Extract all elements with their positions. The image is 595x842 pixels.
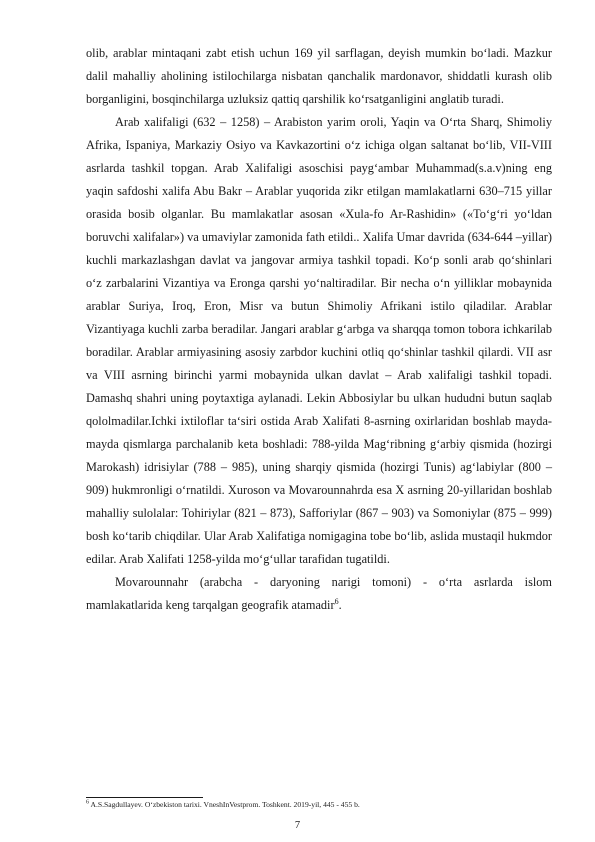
paragraph-movarounnahr <box>86 571 552 617</box>
footnote-reference[interactable]: 6 <box>334 596 339 606</box>
page-body <box>86 42 552 617</box>
footnote-separator <box>86 797 203 798</box>
paragraph-continuation: olib, arablar mintaqani zabt etish uchun 169 yil sarflagan, deyish mumkin bo‘ladi. Mazkur dalil mahalliy aholining istilochilarga nisbatan qanchalik mardonavor, shiddatli kurash olib borganligini, bosqinchilarga uzluksiz qattiq qarshilik ko‘rsatganligini anglatib turadi. <box>86 46 552 106</box>
footnote <box>86 800 552 810</box>
page-number: 7 <box>294 820 301 831</box>
footnote-number: 6 <box>86 799 89 806</box>
footnote-text: A.S.Sagdullayev. O‘zbekiston tarixi. VneshInVestprom. Toshkent. 2019-yil, 445 - 455 b. <box>90 800 360 809</box>
paragraph-end-mark: . <box>338 598 342 612</box>
paragraph-arab-caliphate: Arab xalifaligi (632 – 1258) – Arabiston yarim oroli, Yaqin va O‘rta Sharq, Shimoliy Afrika, Ispaniya, Markaziy Osiyo va Kavkazortini o‘z ichiga olgan saltanat bo‘lib, VII-VIII asrlarda tashkil topgan. Arab Xalifaligi asoschisi payg‘ambar Muhammad(s.a.v)ning eng yaqin safdoshi xalifa Abu Bakr – Arablar yuqorida zikr etilgan mamlakatlarni 630–715 yillar orasida bosib olganlar. Bu mamlakatlar asosan «Xula-fo Ar-Rashidin» («To‘g‘ri yo‘ldan boruvchi xalifalar») va umaviylar zamonida fath etildi.. Xalifa Umar davrida (634-644 –yillar) kuchli markazlashgan davlat va jangovar armiya tashkil topadi. Ko‘p sonli arab qo‘shinlari o‘z zarbalarini Vizantiya va Eronga qarshi yo‘naltiradilar. Bir necha o‘n yilliklar mobaynida arablar Suriya, Iroq, Eron, Misr va butun Shimoliy Afrikani istilo qiladilar. Arablar Vizantiyaga kuchli zarba beradilar. Jangari arablar g‘arbga va sharqqa tomon tobora ichkarilab boradilar. Arablar armiyasining asosiy zarbdor kuchini otliq qo‘shinlar tashkil qilardi. VII asr va VIII asrning birinchi yarmi mobaynida ulkan davlat – Arab xalifaligi tashkil topadi. Damashq shahri uning poytaxtiga aylanadi. Lekin Abbosiylar bu ulkan hududni butun saqlab qololmadilar.Ichki ixtiloflar ta‘siri ostida Arab Xalifati 8-asrning oxirlaridan boshlab mayda-mayda qismlarga parchalanib keta boshladi: 788-yilda Mag‘ribning g‘arbiy qismida (hozirgi Marokash) idrisiylar (788 – 985), uning sharqiy qismida (hozirgi Tunis) ag‘labiylar (800 – 909) hukmronligi o‘rnatildi. Xuroson va Movarounnahrda esa X asrning 20-yillaridan boshlab mahalliy sulolalar: Tohiriylar (821 – 873), Safforiylar (867 – 903) va Somoniylar (875 – 999) bosh ko‘tarib chiqdilar. Ular Arab Xalifatiga nomigagina tobe bo‘lib, aslida mustaqil hukmdor edilar. Arab Xalifati 1258-yilda mo‘g‘ullar tarafidan tugatildi. <box>86 115 552 566</box>
paragraph-movarounnahr-text: Movarounnahr (arabcha - daryoning narigi tomoni) - o‘rta asrlarda islom mamlakatlarida keng tarqalgan geografik atamadir <box>86 575 552 612</box>
